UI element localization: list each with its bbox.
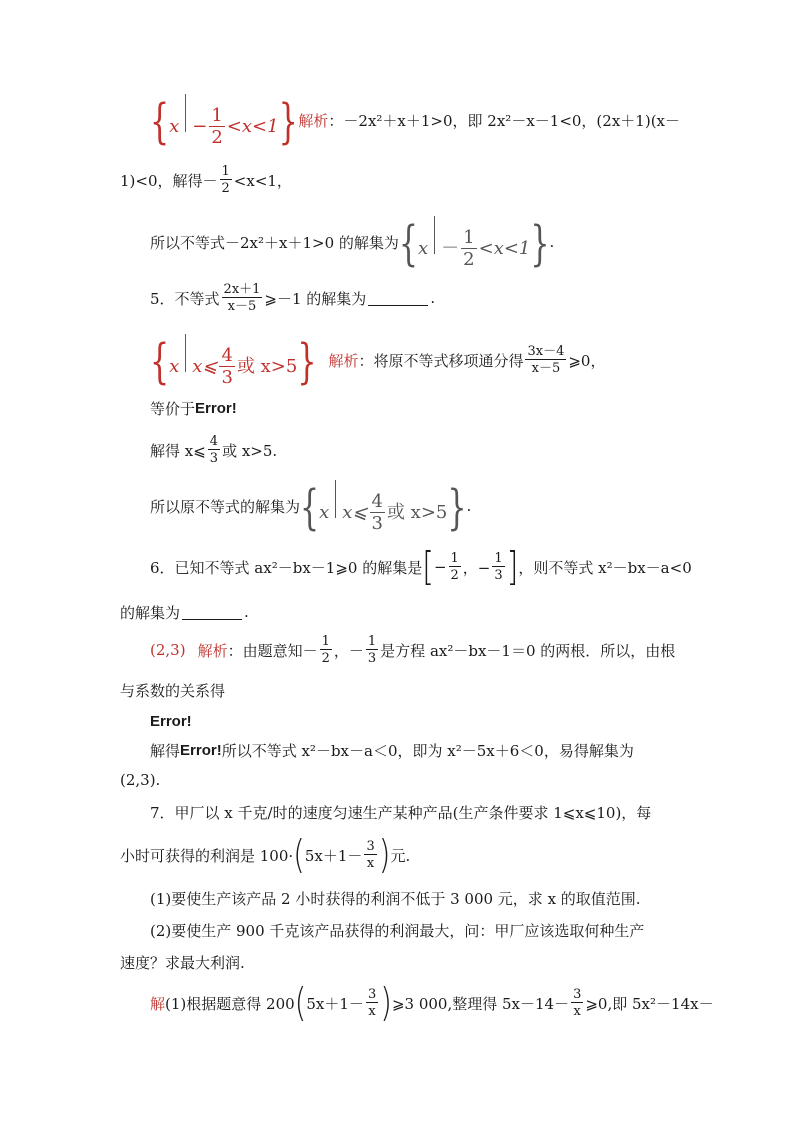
answer-blank xyxy=(368,291,428,306)
text-line: 与系数的关系得 xyxy=(120,681,226,700)
solution-line: 解 (1)根据题意得 200 ( 5x＋1－ $\frac{3}{x}$ ) ⩾3 000,整理得 5x－14－ $\frac{3}{x}$ ⩾0,即 5x²－14x－ xyxy=(150,980,714,1026)
fraction: $\frac{3x-4}{x-5}$ xyxy=(527,344,565,376)
fraction: $\frac{1}{2}$ xyxy=(450,551,459,583)
question-5: 5．不等式 $\frac{2x+1}{x-5}$ ⩾－1 的解集为 . xyxy=(150,282,436,314)
fraction: $\frac{2x+1}{x-5}$ xyxy=(223,282,261,314)
fraction: $\frac{3}{x}$ xyxy=(367,987,377,1019)
answer-line-5: {x x⩽ $\frac{4}{3}$ 或 x>5} 解析 ：将原不等式移项通分得 $\frac{3x-4}{x-5}$ ⩾0， xyxy=(150,334,606,390)
answer-blank xyxy=(182,605,242,620)
answer-set: {x − $\frac{1}{2}$ <x<1} xyxy=(150,94,298,150)
question-6: 6．已知不等式 ax²－bx－1⩾0 的解集是 [ − $\frac{1}{2}$ ，− $\frac{1}{3}$ ] ，则不等式 x²－bx－a<0 xyxy=(150,544,692,590)
fraction: $\frac{3}{x}$ xyxy=(366,839,375,871)
fraction: $\frac{1}{2}$ xyxy=(221,164,230,196)
error-text: Error! xyxy=(180,741,222,759)
question-7: 7．甲厂以 x 千克/时的速度匀速生产某种产品(生产条件要求 1⩽x⩽10)，每 xyxy=(150,803,652,822)
text-line: 速度？求最大利润. xyxy=(120,953,245,972)
error-text: Error! xyxy=(150,712,192,730)
fraction: $\frac{1}{3}$ xyxy=(494,551,503,583)
text-line: 小时可获得的利润是 100· ( 5x＋1－ $\frac{3}{x}$ ) 元. xyxy=(120,832,411,878)
analysis-label: 解析 xyxy=(298,111,329,130)
answer-line-6: (2,3) 解析 ：由题意知－ $\frac{1}{2}$ ，－ $\frac{1}{3}$ 是方程 ax²－bx－1＝0 的两根．所以，由根 xyxy=(150,634,676,666)
answer-line-4 xyxy=(150,94,680,150)
answer-text: (2,3) xyxy=(150,641,186,659)
analysis-text: ：－2x²＋x＋1>0，即 2x²－x－1<0，(2x＋1)(x－ xyxy=(328,111,680,130)
fraction: $\frac{1}{3}$ xyxy=(367,634,377,666)
solution-set: {x － $\frac{1}{2}$ <x<1} xyxy=(398,216,550,272)
text-line xyxy=(150,710,680,732)
text-line: 解得 Error! 所以不等式 x²－bx－a＜0，即为 x²－5x＋6＜0，易得解集为 xyxy=(150,741,634,760)
error-text: Error! xyxy=(195,399,237,417)
solution-set: {x x⩽ $\frac{4}{3}$ 或 x>5} xyxy=(300,480,467,536)
text-line: 1)<0，解得－ $\frac{1}{2}$ <x<1， xyxy=(120,164,292,196)
analysis-label: 解析 xyxy=(328,351,359,370)
text-line: 解得 x⩽ $\frac{4}{3}$ 或 x>5. xyxy=(150,434,278,466)
fraction: $\frac{4}{3}$ xyxy=(209,434,219,466)
text-line: 所以原不等式的解集为 {x x⩽ $\frac{4}{3}$ 或 x>5} . xyxy=(150,480,472,536)
solution-label: 解 xyxy=(150,994,166,1013)
analysis-label: 解析 xyxy=(197,641,228,660)
fraction: $\frac{1}{2}$ xyxy=(321,634,330,666)
text-line: (2,3). xyxy=(120,771,161,789)
text-line: 所以不等式－2x²＋x＋1>0 的解集为 {x － $\frac{1}{2}$ <x<1} . xyxy=(150,216,555,272)
fraction: $\frac{3}{x}$ xyxy=(573,987,582,1019)
text-line: 的解集为 . xyxy=(120,603,249,622)
text-line: 等价于 Error! xyxy=(150,399,237,418)
answer-set: {x x⩽ $\frac{4}{3}$ 或 x>5} xyxy=(150,334,317,390)
text-line: (2)要使生产 900 千克该产品获得的利润最大，问：甲厂应该选取何种生产 xyxy=(150,921,645,940)
text-line: (1)要使生产该产品 2 小时获得的利润不低于 3 000 元，求 x 的取值范围. xyxy=(150,889,641,908)
